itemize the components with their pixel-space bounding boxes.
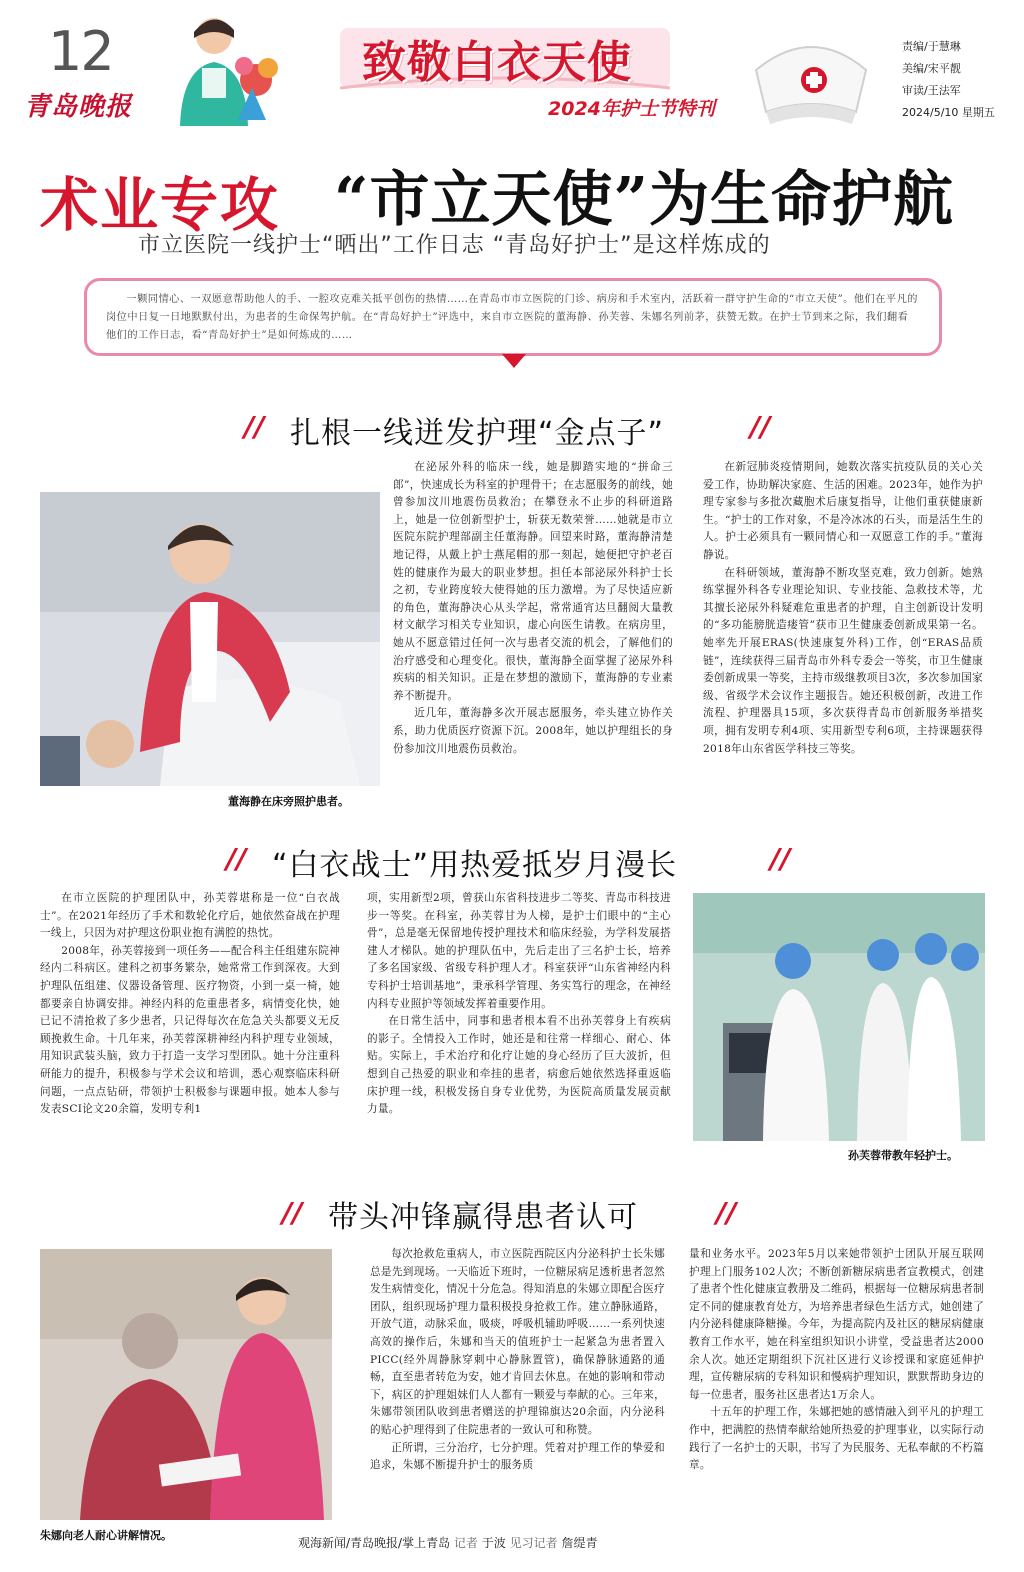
credit-proofreader: 审读/王法军 <box>902 84 961 97</box>
byline-reporter: 于波 <box>481 1536 506 1550</box>
byline-intern-label: 见习记者 <box>509 1536 558 1550</box>
paragraph: 量和业务水平。2023年5月以来她带领护士团队开展互联网护理上门服务102人次；不断创新糖尿病患者宣教模式，创建了患者个性化健康宣教册及二维码，根据每一位糖尿病患者制定不同的健康教育处方，为培养患者绿色生活方式，她创建了内分泌科健康降糖操。今年，为提高院内及社区的糖尿病健康教育工作水平，她在科室组织知识小讲堂，受益患者达2000余人次。她还定期组织下沉社区进行义诊授课和家庭延伸护理，宣传糖尿病的专科知识和慢病护理知识，默默帮助身边的每一位患者，服务社区患者达1万余人。 <box>689 1248 984 1401</box>
section-1-col-2 <box>703 459 983 758</box>
byline-intern: 詹缇青 <box>561 1536 598 1550</box>
paragraph: 十五年的护理工作，朱娜把她的感情融入到平凡的护理工作中，把满腔的热情奉献给她所热爱的护理事业，以实际行动践行了一名护士的天职，书写了为民服务、无私奉献的不朽篇章。 <box>689 1406 984 1472</box>
byline-reporter-label: 记者 <box>453 1536 478 1550</box>
section-3-photo <box>40 1249 332 1520</box>
headline-subtitle: 市立医院一线护士“晒出”工作日志 “青岛好护士”是这样炼成的 <box>138 233 771 258</box>
section-3-heading: 带头冲锋赢得患者认可 <box>328 1200 638 1235</box>
slash-icon: // <box>226 842 247 875</box>
section-3-caption: 朱娜向老人耐心讲解情况。 <box>40 1529 172 1542</box>
paragraph: 在市立医院的护理团队中，孙芙蓉堪称是一位“白衣战士”。在2021年经历了手术和数轮化疗后，她依然奋战在护理一线上，只因为对护理这份职业抱有满腔的热忱。 <box>40 892 340 940</box>
nurse-illustration <box>168 8 288 126</box>
paragraph: 正所谓，三分治疗，七分护理。凭着对护理工作的挚爱和追求，朱娜不断提升护士的服务质 <box>370 1441 665 1472</box>
section-2-col-2 <box>367 890 671 1119</box>
slash-icon: // <box>750 410 771 443</box>
paragraph: 每次抢救危重病人，市立医院西院区内分泌科护士长朱娜总是先到现场。一天临近下班时，一位糖尿病足透析患者忽然发生病情变化，情况十分危急。得知消息的朱娜立即配合医疗团队，组织现场护理力量积极投身抢救工作。建立静脉通路，开放气道，动脉采血，吸痰，呼吸机辅助呼吸……一系列快速高效的操作后，朱娜和当天的值班护士一起紧急为患者置入PICC(经外周静脉穿刺中心静脉置管)，确保静脉通路的通畅，直至患者转危为安，她才肯回去休息。在她的影响和带动下，病区的护理姐妹们人人都有一颗爱与奉献的心。三年来，朱娜带领团队收到患者赠送的护理锦旗达20余面，内分泌科的贴心护理得到了住院患者的一致认可和称赞。 <box>370 1248 665 1436</box>
section-1-photo <box>40 492 380 786</box>
paragraph: 在新冠肺炎疫情期间，她数次落实抗疫队员的关心关爱工作，协助解决家庭、生活的困难。2023年，她作为护理专家参与多批次藏胞术后康复指导，让他们重获健康新生。“护士的工作对象，不是冷冰冰的石头，而是活生生的人。护士必须具有一颗同情心和一双愿意工作的手。”董海静说。 <box>703 461 983 561</box>
banner-title: 致敬白衣天使 <box>362 37 632 88</box>
intro-arrow-icon <box>502 354 526 368</box>
paragraph: 项，实用新型2项，曾获山东省科技进步二等奖、青岛市科技进步一等奖。在科室，孙芙蓉甘为人梯，是护士们眼中的“主心骨”，总是毫无保留地传授护理技术和临床经验，为学科发展搭建人才梯队。她的护理队伍中，先后走出了三名护士长，培养了多名国家级、省级专科护理人才。科室获评“山东省神经内科专科护士培训基地”，秉承科学管理、务实笃行的理念，在神经内科专业照护等领域发挥着重要作用。 <box>367 892 671 1010</box>
paragraph: 近几年，董海静多次开展志愿服务，牵头建立协作关系，助力优质医疗资源下沉。2008年，她以护理组长的身份参加汶川地震伤员救治。 <box>393 707 673 755</box>
paragraph: 在日常生活中，同事和患者根本看不出孙芙蓉身上有疾病的影子。全情投入工作时，她还是和往常一样细心、耐心、体贴。实际上，手术治疗和化疗让她的身心经历了巨大波折，但想到自己热爱的职业和牵挂的患者，病愈后她依然选择重返临床护理一线，积极发扬自身专业优势，为医院高质量发展贡献力量。 <box>367 1015 671 1116</box>
section-2-col-1 <box>40 890 340 1119</box>
slash-icon: // <box>282 1196 303 1229</box>
byline <box>298 1534 597 1551</box>
section-1-heading: 扎根一线迸发护理“金点子” <box>290 416 665 451</box>
byline-source: 观海新闻/青岛晚报/掌上青岛 <box>298 1536 451 1550</box>
credit-editor: 责编/于慧琳 <box>902 40 961 53</box>
banner-subtitle: 2024年护士节特刊 <box>548 98 715 120</box>
headline-kicker: 术业专攻 <box>40 171 281 239</box>
section-1-caption: 董海静在床旁照护患者。 <box>228 795 349 808</box>
nurse-cap-icon <box>752 30 870 130</box>
slash-icon: // <box>716 1196 737 1229</box>
slash-icon: // <box>770 842 791 875</box>
paragraph: 在泌尿外科的临床一线，她是脚踏实地的“拼命三郎”，快速成长为科室的护理骨干；在志愿服务的前线，她曾参加汶川地震伤员救治；在攀登永不止步的科研道路上，她是一位创新型护士，斩获无数荣誉……她就是市立医院东院护理部副主任董海静。回望来时路，董海静清楚地记得，从戴上护士燕尾帽的那一刻起，她便把守护老百姓的健康作为最大的职业梦想。担任本部泌尿外科护士长之初，专业跨度较大使得她的压力激增。为了尽快适应新的角色，董海静决心从头学起，常常通宵达旦翻阅大量教材文献学习相关专业知识，虚心向医生请教。在病房里，她从不愿意错过任何一次与患者交流的机会，了解他们的治疗感受和心理变化。很快，董海静全面掌握了泌尿外科疾病的相关知识。正是在梦想的激励下，董海静的专业素养不断提升。 <box>393 461 673 702</box>
section-3-col-2 <box>689 1246 984 1475</box>
section-2-heading: “白衣战士”用热爱抵岁月漫长 <box>272 848 678 883</box>
section-1-col-1 <box>393 459 673 758</box>
paragraph: 在科研领域，董海静不断攻坚克难，致力创新。她熟练掌握外科各专业理论知识、专业技能、急救技术等，尤其擅长泌尿外科疑难危重患者的护理，自主创新设计发明的“多功能膀胱造瘘管”获市卫生健康委创新成果第一名。她率先开展ERAS(快速康复外科)工作，创“ERAS品质链”，连续获得三届青岛市外科专委会一等奖，市卫生健康委创新成果一等奖，主持市级继教项目3次，多次参加国家级、省级学术会议作主题报告。她还积极创新，改进工作流程、护理器具15项，多次获得青岛市创新服务举措奖项，拥有发明专利4项、实用新型专利6项，主持课题获得2018年山东省医学科技三等奖。 <box>703 566 983 755</box>
paper-name-logo: 青岛晚报 <box>24 92 133 122</box>
section-2-photo <box>693 893 985 1141</box>
slash-icon: // <box>244 410 265 443</box>
section-3-col-1 <box>370 1246 665 1475</box>
headline-title: “市立天使”为生命护航 <box>334 165 955 235</box>
paragraph: 2008年，孙芙蓉接到一项任务——配合科主任组建东院神经内二科病区。建科之初事务繁杂，她常常工作到深夜。大到护理队伍组建、仪器设备管理、医疗物资，小到一桌一椅，她都要亲自协调安排。神经内科的危重患者多，病情变化快，她已记不清抢救了多少患者，只记得每次在危急关头都要义无反顾挽救生命。十几年来，孙芙蓉深耕神经内科护理专业领域，用知识武装头脑，致力于打造一支学习型团队。她十分注重科研能力的提升，积极参与学术会议和培训，悉心观察临床科研问题，一点点钻研，带领护士积极参与课题申报。她本人参与发表SCI论文20余篇，发明专利1 <box>40 944 340 1116</box>
intro-text: 一颗同情心、一双愿意帮助他人的手、一腔攻克难关抵平创伤的热情……在青岛市市立医院的门诊、病房和手术室内，活跃着一群守护生命的“市立天使”。他们在平凡的岗位中日复一日地默默付出，为患者的生命保驾护航。在“青岛好护士”评选中，来自市立医院的董海静、孙芙蓉、朱娜名列前茅，获赞无数。在护士节到来之际，我们翻看他们的工作日志，看“青岛好护士”是如何炼成的…… <box>106 294 918 341</box>
section-2-caption: 孙芙蓉带教年轻护士。 <box>848 1149 958 1162</box>
editor-credits <box>902 36 995 124</box>
page-number: 12 <box>48 20 113 83</box>
credit-designer: 美编/宋平靓 <box>902 62 961 75</box>
issue-date: 2024/5/10 星期五 <box>902 106 995 119</box>
